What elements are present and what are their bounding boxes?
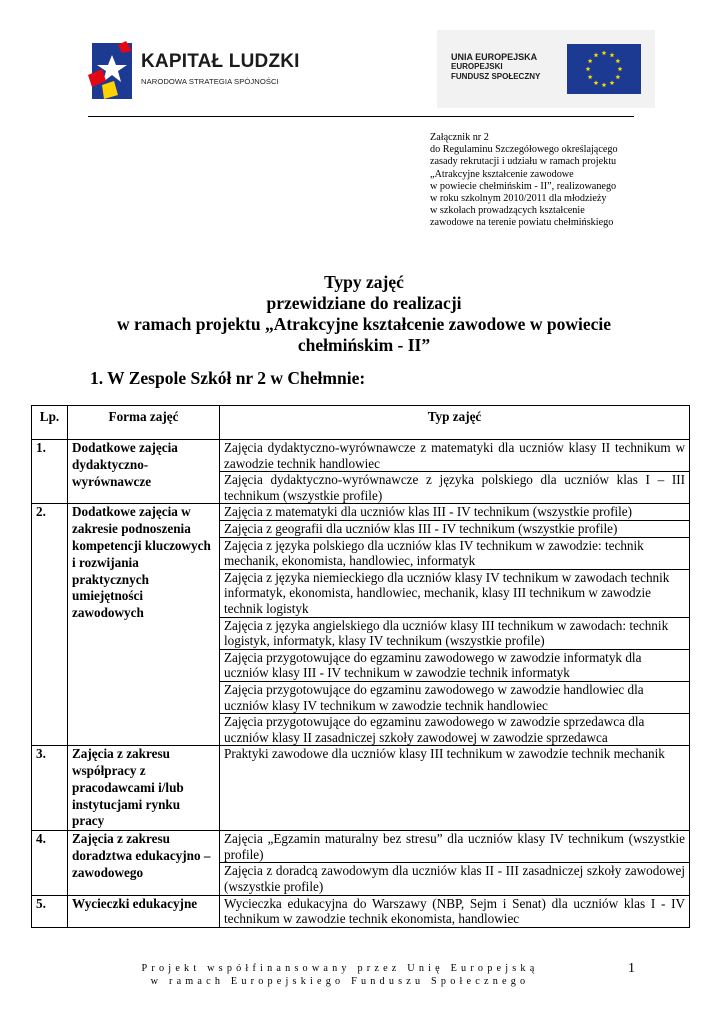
table-row <box>32 746 690 831</box>
row-lp: 4. <box>32 831 68 895</box>
row-type: Zajęcia dydaktyczno-wyrównawcze z języka polskiego dla uczniów klas I – III technikum (wszystkie profile) <box>220 472 690 504</box>
page-number: 1 <box>628 961 635 976</box>
annex-note <box>430 132 660 230</box>
eu-star-icon <box>610 53 615 58</box>
row-type: Zajęcia z języka niemieckiego dla uczniów klasy IV technikum w zawodach technik informatyk, ekonomista, handlowiec, mechanik, klasy III technikum w zawodzie technik logistyk <box>220 569 690 617</box>
eu-star-icon <box>618 66 623 71</box>
annex-line: zawodowe na terenie powiatu chełmińskiego <box>430 217 614 229</box>
row-type: Zajęcia przygotowujące do egzaminu zawodowego w zawodzie informatyk dla uczniów klasy III - IV technikum w zawodzie technik informatyk <box>220 649 690 681</box>
eu-star-icon <box>610 80 615 85</box>
activity-types-table <box>31 405 690 928</box>
row-type: Zajęcia z matematyki dla uczniów klas III - IV technikum (wszystkie profile) <box>220 504 690 521</box>
page-footer <box>60 962 620 988</box>
eu-star-icon <box>588 58 593 63</box>
row-type: Zajęcia przygotowujące do egzaminu zawodowego w zawodzie sprzedawca dla uczniów klasy II zasadniczej szkoły zawodowej w zawodzie sprzedawca <box>220 714 690 746</box>
row-lp: 1. <box>32 440 68 504</box>
eu-efs-logo <box>437 30 655 108</box>
row-type: Wycieczka edukacyjna do Warszawy (NBP, Sejm i Senat) dla uczniów klas I - IV technikum w zawodzie technik ekonomista, handlowiec <box>220 895 690 927</box>
row-lp: 2. <box>32 504 68 746</box>
eu-star-icon <box>602 82 607 87</box>
row-type: Zajęcia z języka polskiego dla uczniów klas IV technikum w zawodzie: technik mechanik, ekonomista, handlowiec, informatyk <box>220 537 690 569</box>
eu-star-icon <box>594 53 599 58</box>
table-header-row <box>32 406 690 440</box>
kapital-ludzki-subtitle: NARODOWA STRATEGIA SPÓJNOŚCI <box>141 77 279 86</box>
header-divider <box>88 116 634 117</box>
table-row <box>32 831 690 863</box>
annex-line: w szkołach prowadzących kształcenie <box>430 205 585 217</box>
row-type: Zajęcia „Egzamin maturalny bez stresu” dla uczniów klasy IV technikum (wszystkie profile) <box>220 831 690 863</box>
annex-line: do Regulaminu Szczegółowego określającego <box>430 144 618 156</box>
eu-star-icon <box>602 50 607 55</box>
row-form: Dodatkowe zajęcia w zakresie podnoszenia kompetencji kluczowych i rozwijania praktycznych umiejętności zawodowych <box>68 504 220 746</box>
title-line: Typy zajęć <box>324 272 404 292</box>
kapital-ludzki-emblem-icon <box>88 37 140 103</box>
row-type: Zajęcia z języka angielskiego dla uczniów klasy III technikum w zawodach: technik logistyk, informatyk, klasy IV technikum (wszystkie profile) <box>220 617 690 649</box>
eu-logo-line2: EUROPEJSKI <box>451 62 503 71</box>
eu-logo-line3: FUNDUSZ SPOŁECZNY <box>451 72 541 81</box>
kapital-ludzki-title: KAPITAŁ LUDZKI <box>141 51 300 72</box>
table-row <box>32 504 690 521</box>
title-line: chełmińskim - II” <box>297 335 431 355</box>
footer-line1: Projekt współfinansowany przez Unię Europejską <box>141 963 539 974</box>
row-type: Zajęcia dydaktyczno-wyrównawcze z matematyki dla uczniów klasy II technikum w zawodzie technik handlowiec <box>220 440 690 472</box>
row-form: Wycieczki edukacyjne <box>68 895 220 927</box>
row-form: Zajęcia z zakresu doradztwa edukacyjno – zawodowego <box>68 831 220 895</box>
title-line: przewidziane do realizacji <box>266 293 462 313</box>
row-lp: 3. <box>32 746 68 831</box>
header-lp: Lp. <box>32 406 68 440</box>
row-lp: 5. <box>32 895 68 927</box>
table-row <box>32 895 690 927</box>
footer-line2: w ramach Europejskiego Funduszu Społecznego <box>150 976 530 987</box>
row-type: Zajęcia z doradcą zawodowym dla uczniów klas II - III zasadniczej szkoły zawodowej (wszystkie profile) <box>220 863 690 895</box>
row-type: Praktyki zawodowe dla uczniów klasy III technikum w zawodzie technik mechanik <box>220 746 690 831</box>
annex-line: zasady rekrutacji i udziału w ramach projektu <box>430 156 617 168</box>
row-form: Zajęcia z zakresu współpracy z pracodawcami i/lub instytucjami rynku pracy <box>68 746 220 831</box>
table-row <box>32 440 690 472</box>
eu-star-icon <box>615 74 620 79</box>
row-type: Zajęcia z geografii dla uczniów klas III - IV technikum (wszystkie profile) <box>220 520 690 537</box>
row-type: Zajęcia przygotowujące do egzaminu zawodowego w zawodzie handlowiec dla uczniów klasy IV technikum w zawodzie technik handlowiec <box>220 681 690 713</box>
document-title <box>90 272 638 356</box>
header-form: Forma zajęć <box>68 406 220 440</box>
eu-flag-icon <box>567 44 641 94</box>
annex-line: w roku szkolnym 2010/2011 dla młodzieży <box>430 193 607 205</box>
row-form: Dodatkowe zajęcia dydaktyczno-wyrównawcze <box>68 440 220 504</box>
eu-logo-line1: UNIA EUROPEJSKA <box>451 52 538 62</box>
annex-line: „Atrakcyjne kształcenie zawodowe <box>430 168 574 180</box>
eu-star-icon <box>615 58 620 63</box>
header-type: Typ zajęć <box>220 406 690 440</box>
title-line: w ramach projektu „Atrakcyjne kształcenie zawodowe w powiecie <box>117 314 611 334</box>
kapital-ludzki-logo <box>88 37 298 107</box>
annex-line: w powiecie chełmińskim - II”, realizowanego <box>430 180 617 192</box>
section-heading: 1. W Zespole Szkół nr 2 w Chełmnie: <box>90 368 366 388</box>
eu-star-icon <box>594 80 599 85</box>
eu-star-icon <box>586 66 591 71</box>
eu-logo-text <box>451 52 540 82</box>
annex-line: Załącznik nr 2 <box>430 132 489 143</box>
eu-star-icon <box>588 74 593 79</box>
